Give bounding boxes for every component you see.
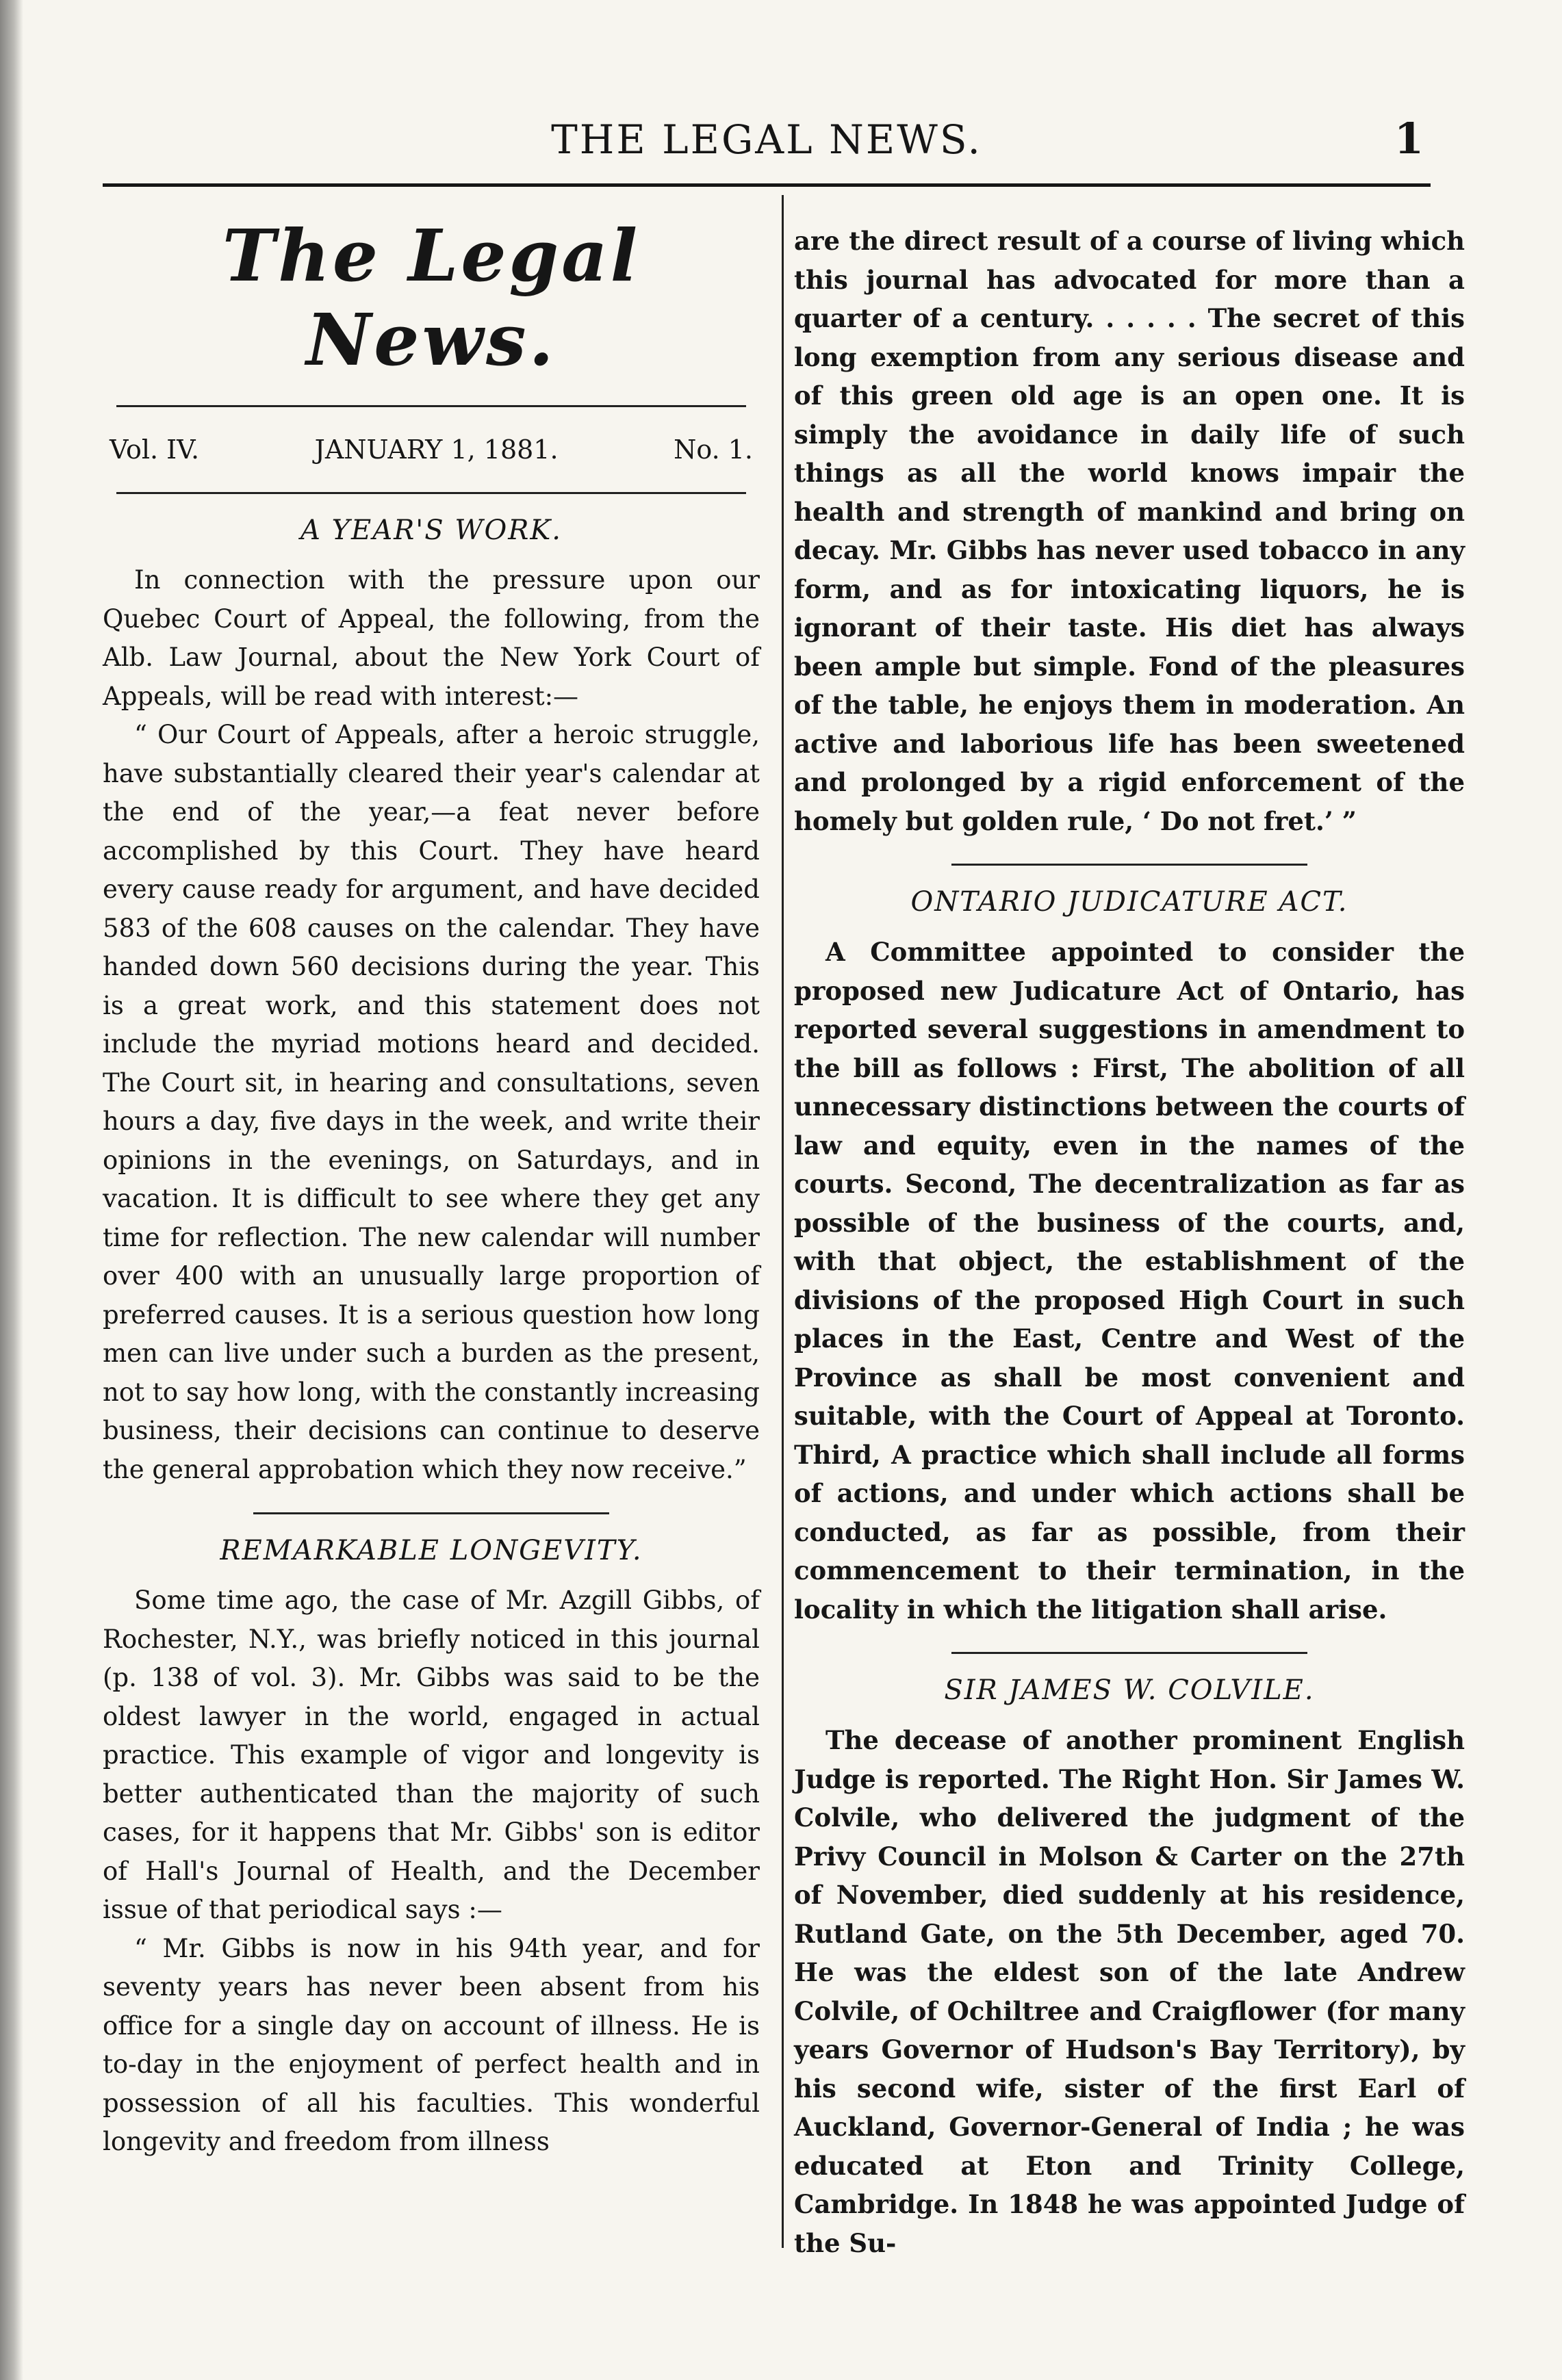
section-divider [253, 1512, 609, 1514]
volume-line [103, 435, 760, 465]
volume-number: Vol. IV. [110, 435, 200, 465]
running-title: THE LEGAL NEWS. [551, 116, 982, 163]
article-title-years-work: A YEAR'S WORK. [300, 515, 562, 546]
section-divider [951, 1652, 1307, 1654]
article-continuation: are the direct result of a course of living which this journal has advocated for more than a quarter of a century. . . . . . The secret of this long exemption from any serious disease and of this green old age is an open one. It is simply the avoidance in daily life of such things as all the world knows impair the health and strength of mankind and bring on decay. Mr. Gibbs has never used tobacco in any form, and as for intoxicating liquors, he is ignorant of their taste. His diet has always been ample but simple. Fond of the pleasures of the table, he enjoys them in moderation. An active and laborious life has been sweetened and prolonged by a rigid enforcement of the homely but golden rule, ‘ Do not fret.’ ” [794, 226, 1465, 836]
article-paragraph: In connection with the pressure upon our Quebec Court of Appeal, the following, from the Alb. Law Journal, about the New York Court of Appeals, will be read with interest:— [103, 565, 760, 711]
article-title-colvile: SIR JAMES W. COLVILE. [944, 1674, 1315, 1706]
issue-number: No. 1. [674, 435, 753, 465]
article-paragraph: The decease of another prominent English Judge is reported. The Right Hon. Sir James W. Colvile, who delivered the judgment of the Privy Council in Molson & Carter on the 27th of November, died suddenly at his residence, Rutland Gate, on the 5th December, aged 70. He was the eldest son of the late Andrew Colvile, of Ochiltree and Craigflower (for many years Governor of Hudson's Bay Territory), by his second wife, sister of the first Earl of Auckland, Governor-General of India ; he was educated at Eton and Trinity College, Cambridge. In 1848 he was appointed Judge of the Su- [794, 1725, 1465, 2258]
header-rule [103, 183, 1431, 187]
issue-date: JANUARY 1, 1881. [314, 435, 559, 465]
page-number: 1 [1394, 114, 1424, 164]
page-binding-shadow [0, 0, 23, 2380]
section-divider [951, 864, 1307, 866]
article-title-ontario: ONTARIO JUDICATURE ACT. [910, 886, 1348, 918]
masthead-title: The Legal News. [222, 214, 641, 382]
article-paragraph: A Committee appointed to consider the proposed new Judicature Act of Ontario, has reported several suggestions in amendment to the bill as follows : First, The abolition of all unnecessary distinctions between the courts of law and equity, even in the names of the courts. Second, The decentralization as far as possible of the business of the courts, and, with that object, the establishment of the divisions of the proposed High Court in such places in the East, Centre and West of the Province as shall be most convenient and suitable, with the Court of Appeal at Toronto. Third, A practice which shall include all forms of actions, and under which actions shall be conducted, as far as possible, from their commencement to their termination, in the locality in which the litigation shall arise. [794, 937, 1465, 1625]
left-column [103, 198, 760, 2162]
column-divider [782, 195, 784, 2248]
article-paragraph: “ Our Court of Appeals, after a heroic struggle, have substantially cleared their year's calendar at the end of the year,—a feat never before accomplished by this Court. They have heard every cause ready for argument, and have decided 583 of the 608 causes on the calendar. They have handed down 560 decisions during the year. This is a great work, and this statement does not include the myriad motions heard and decided. The Court sit, in hearing and consultations, seven hours a day, five days in the week, and write their opinions in the evenings, on Saturdays, and in vacation. It is difficult to see where they get any time for reflection. The new calendar will number over 400 with an unusually large proportion of preferred causes. It is a serious question how long men can live under such a burden as the present, not to say how long, with the constantly increasing business, their decisions can continue to deserve the general approbation which they now receive.” [103, 720, 760, 1484]
masthead-rule-top [116, 405, 746, 407]
article-paragraph: “ Mr. Gibbs is now in his 94th year, and for seventy years has never been absent from his office for a single day on account of illness. He is to-day in the enjoyment of perfect health and in possession of all his faculties. This wonderful longevity and freedom from illness [103, 1933, 760, 2156]
right-column [794, 198, 1465, 2262]
running-head [103, 103, 1431, 171]
article-paragraph: Some time ago, the case of Mr. Azgill Gibbs, of Rochester, N.Y., was briefly noticed in this journal (p. 138 of vol. 3). Mr. Gibbs was said to be the oldest lawyer in the world, engaged in actual practice. This example of vigor and longevity is better authenticated than the majority of such cases, for it happens that Mr. Gibbs' son is editor of Hall's Journal of Health, and the December issue of that periodical says :— [103, 1586, 760, 1924]
masthead-rule-bottom [116, 492, 746, 494]
article-title-longevity: REMARKABLE LONGEVITY. [220, 1535, 643, 1566]
